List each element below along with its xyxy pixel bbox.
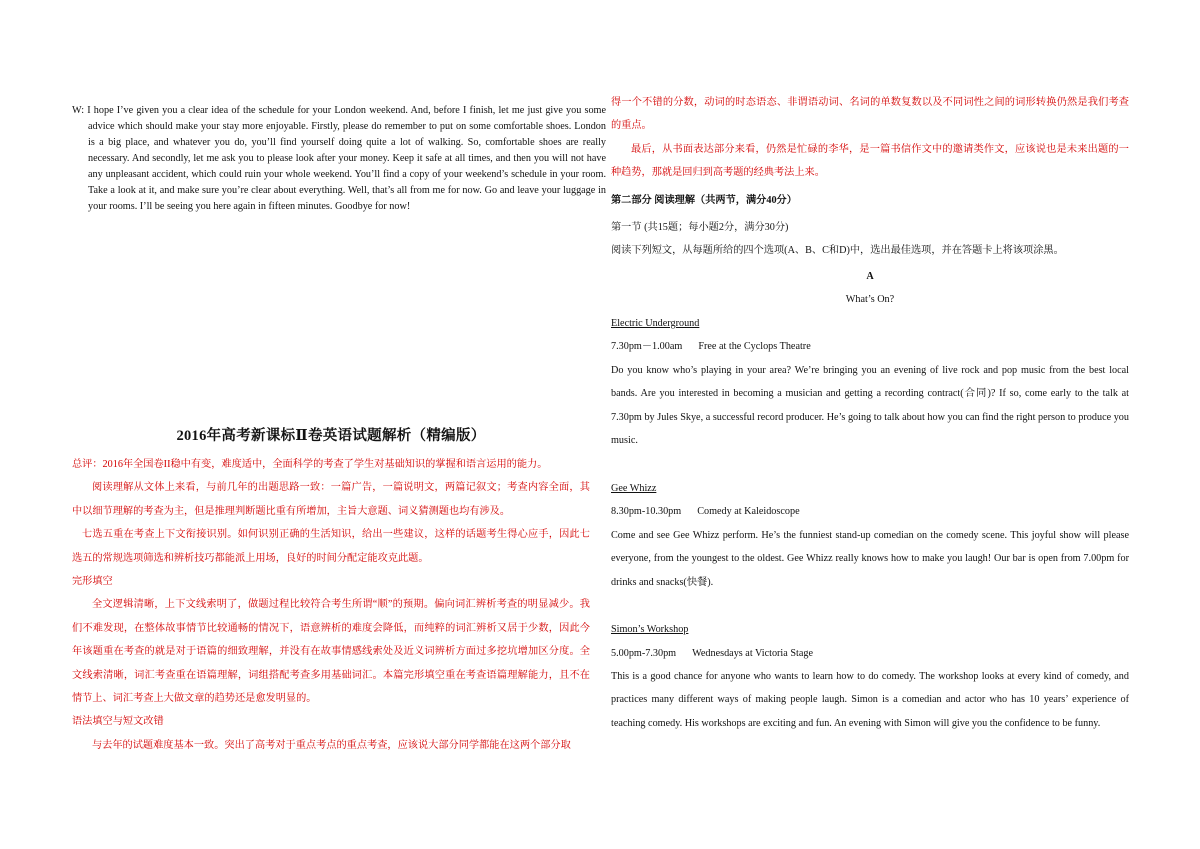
reading-analysis: 阅读理解从文体上来看，与前几年的出题思路一致：一篇广告，一篇说明文，两篇记叙文；考查内容全面，其中以细节理解的考查为主，但是推理判断题比重有所增加，主旨大意题、词义猜测题也均有涉及。 [72,482,590,517]
event-time: 8.30pm-10.30pm [611,506,682,517]
event-place: Free at the Cyclops Theatre [698,341,811,352]
cloze-analysis: 全文逻辑清晰，上下文线索明了，做题过程比较符合考生所谓“顺”的预期。偏向词汇辨析考查的明显减少。我们不难发现，在整体故事情节比较通畅的情况下，语意辨析的难度会降低，而纯粹的词汇辨析又居于少数，因此今年该题重在考查的就是对于语篇的细致理解，并没有在故事情感线索处及近义词辨析方面过多挖坑增加区分度。全文线索清晰，词汇考查重在语篇理解，词组搭配考查多用基础词汇。本篇完形填空重在考查语篇理解能力，且不在情节上、词汇考查上大做文章的趋势还是愈发明显的。 [72,599,590,705]
event-name: Electric Underground [611,318,700,329]
event-name: Gee Whizz [611,483,657,494]
cloze-heading: 完形填空 [72,576,113,588]
event-info [611,500,1129,523]
summary-section [72,453,590,757]
event-time: 5.00pm-7.30pm [611,648,677,659]
passage-letter: A [866,271,874,282]
part-two-heading: 第二部分 阅读理解（共两节，满分40分） [611,195,797,206]
reading-instruction: 阅读下列短文，从每题所给的四个选项(A、B、C和D)中，选出最佳选项，并在答题卡上将该项涂黑。 [611,245,1064,256]
event-description: Do you know who’s playing in your area? We’re bringing you an evening of live rock and pop music from the best local bands. Are you interested in becoming a musician and getting a recording contract(合同)? If so, come early to the talk at 7.30pm by Jules Skye, a successful record producer. He’s going to talk about how you can find the right person to produce you music. [611,365,1129,447]
event-info [611,642,1129,665]
event-description: This is a good chance for anyone who wants to learn how to do comedy. The workshop looks at every kind of comedy, and practices many different ways of making people laugh. Simon is a comedian and actor who has 10 years’ experience of teaching comedy. His workshops are exciting and fun. An evening with Simon will give you the confidence to be funny. [611,671,1129,729]
seven-choice-analysis: 七选五重在考查上下文衔接识别。如何识别正确的生活知识，给出一些建议，这样的话题考生得心应手，因此七选五的常规选项筛选和辨析技巧都能派上用场，良好的时间分配定能攻克此题。 [72,529,590,564]
event-place: Wednesdays at Victoria Stage [692,648,813,659]
grammar-heading: 语法填空与短文改错 [72,716,164,728]
event-info [611,335,1129,358]
writing-analysis: 最后，从书面表达部分来看，仍然是忙碌的李华，是一篇书信作文中的邀请类作文，应该说也是未来出题的一种趋势，那就是回归到高考题的经典考法上来。 [611,144,1129,179]
event-name: Simon’s Workshop [611,624,689,635]
event-time: 7.30pm－1.00am [611,341,683,352]
section-one-heading: 第一节 (共15题；每小题2分，满分30分) [611,222,789,233]
passage-title: What’s On? [845,294,895,305]
summary-text: 总评：2016年全国卷II稳中有变，难度适中，全面科学的考查了学生对基础知识的掌握和语言运用的能力。 [72,459,548,470]
grammar-analysis-cont: 得一个不错的分数，动词的时态语态、非谓语动词、名词的单数复数以及不同词性之间的词形转换仍然是我们考查的重点。 [611,97,1129,132]
listening-transcript: W: I hope I’ve given you a clear idea of the schedule for your London weekend. And, before I finish, let me just give you some advice which should make your stay more enjoyable. Firstly, please do remember to put on some comfortable shoes. London is a big place, and whatever you do, you’ll find yourself doing quite a lot of walking. So, comfortable shoes are really necessary. And secondly, let me ask you to please look after your money. Keep it safe at all times, and then you will not have any unpleasant accident, which could ruin your whole weekend. You’ll find a copy of your weekend’s schedule in your room. Take a look at it, and make sure you’re clear about everything. Well, that’s all from me for now. Go and leave your luggage in your rooms. I’ll be seeing you here again in fifteen minutes. Goodbye for now! [72,105,606,212]
event-place: Comedy at Kaleidoscope [697,506,800,517]
grammar-analysis: 与去年的试题难度基本一致。突出了高考对于重点考点的重点考查，应该说大部分同学都能在这两个部分取 [92,739,571,751]
page-title: 2016年高考新课标Ⅱ卷英语试题解析（精编版） [176,428,486,444]
event-description: Come and see Gee Whizz perform. He’s the funniest stand-up comedian on the comedy scene. This joyful show will please everyone, from the youngest to the oldest. Gee Whizz really knows how to make you laugh! Our bar is open from 7.00pm for drinks and snacks(快餐). [611,530,1129,588]
